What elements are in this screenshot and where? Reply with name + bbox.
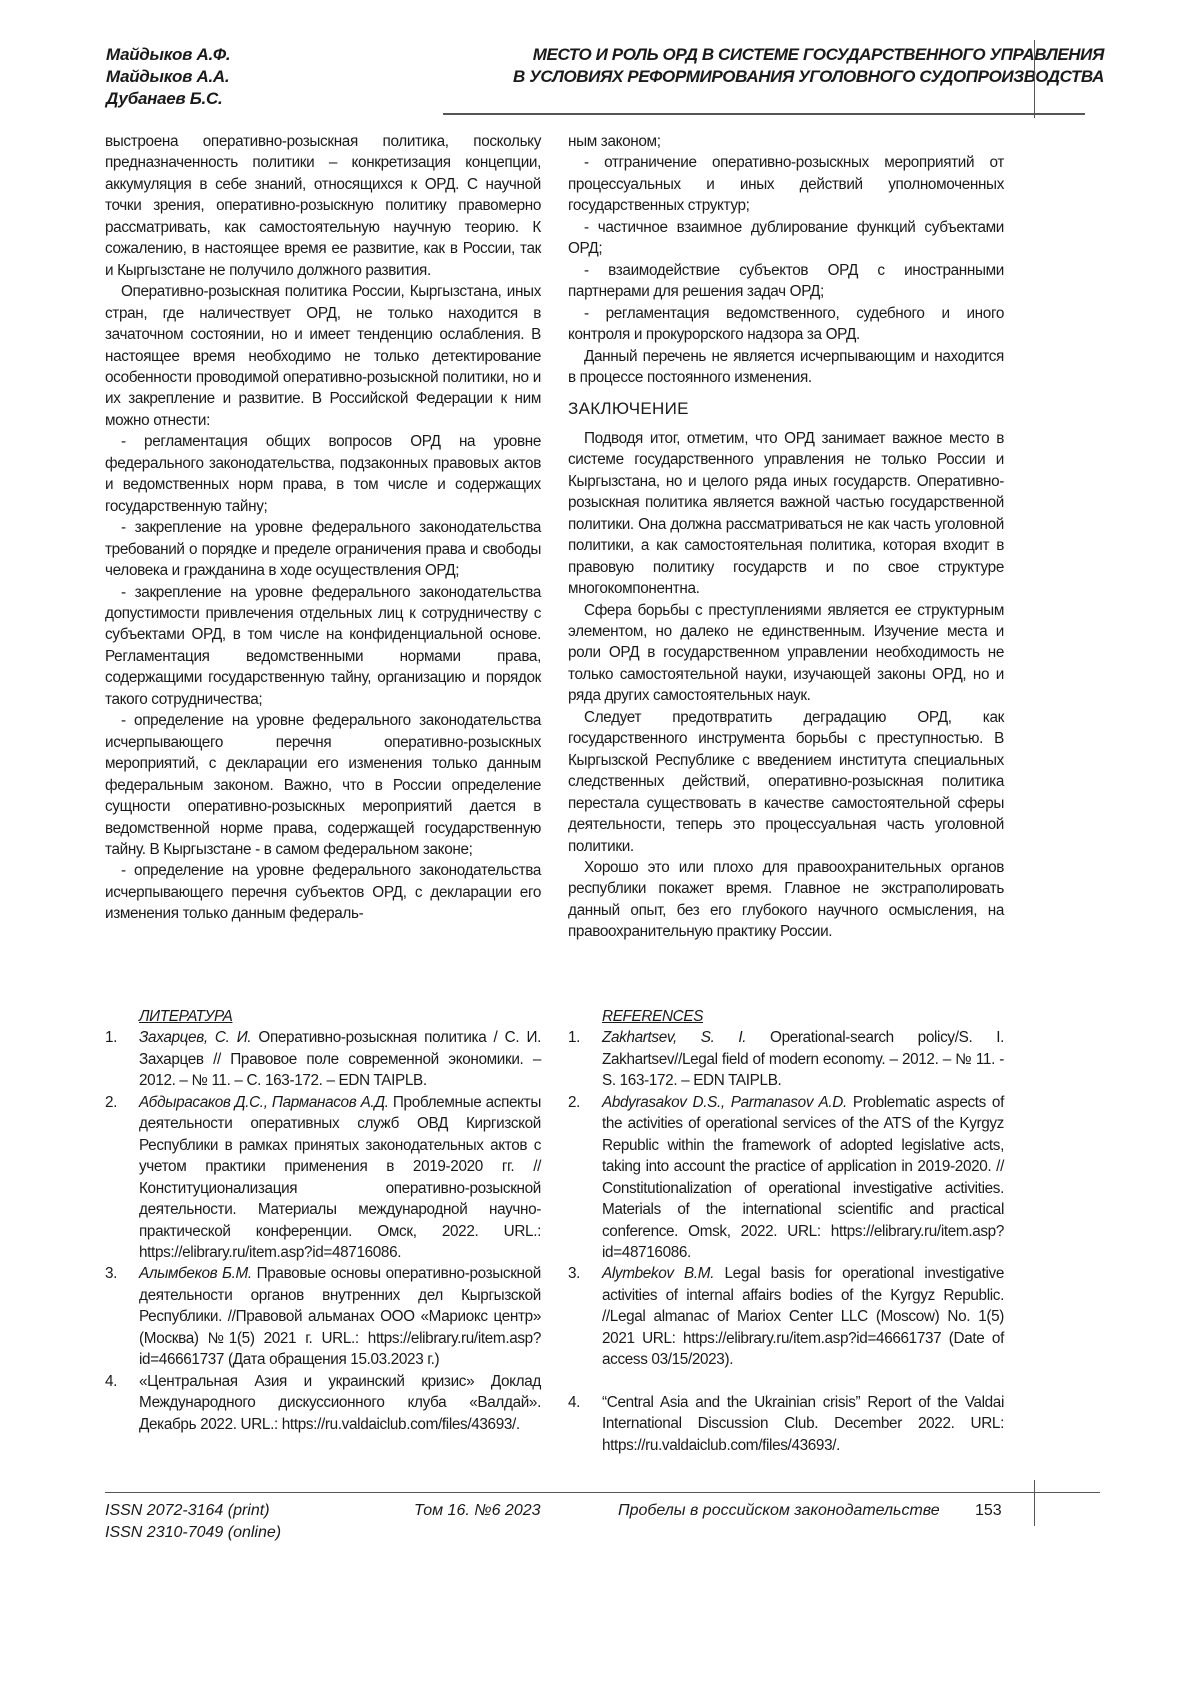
issn-print: ISSN 2072-3164 (print) [105, 1500, 281, 1522]
reference-item [568, 1027, 1004, 1091]
reference-item [568, 1263, 1004, 1370]
author: Майдыков А.А. [106, 66, 230, 88]
author: Дубанаев Б.С. [106, 88, 230, 110]
reference-text [602, 1092, 1004, 1264]
reference-item [105, 1027, 541, 1091]
list-item: - частичное взаимное дублирование функций субъектами ОРД; [568, 217, 1004, 260]
title-line: МЕСТО И РОЛЬ ОРД В СИСТЕМЕ ГОСУДАРСТВЕННОГО УПРАВЛЕНИЯ [513, 44, 1104, 66]
reference-text [602, 1027, 1004, 1091]
reference-item [105, 1371, 541, 1435]
reference-text [139, 1263, 541, 1370]
header-vertical-divider [1034, 40, 1035, 118]
list-item: - закрепление на уровне федерального законодательства требований о порядке и пределе ограничения права и свободы человека и гражданина в ходе осуществления ОРД; [105, 517, 541, 581]
paragraph: Хорошо это или плохо для правоохранительных органов республики покажет время. Главное не экстраполировать данный опыт, без его глубокого научного осмысления, на правоохранительную практику России. [568, 857, 1004, 943]
paragraph: Оперативно-розыскная политика России, Кыргызстана, иных стран, где наличествует ОРД, не только находится в зачаточном состоянии, но и имеет тенденцию ослабления. В настоящее время необходимо не только детектирование особенности проводимой оперативно-розыскной политики, но и их закрепление и развитие. В Российской Федерации к ним можно отнести: [105, 281, 541, 431]
paragraph: Подводя итог, отметим, что ОРД занимает важное место в системе государственного управления не только России и Кыргызстана, но и целого ряда иных государств. Оперативно-розыскная политика является важной частью государственной политики. Она должна рассматриваться не как часть уголовной политики, а как самостоятельная политика, которая входит в правовую политику государств и по свое структуре многокомпонентна. [568, 428, 1004, 600]
issn [105, 1500, 281, 1544]
list-item: - определение на уровне федерального законодательства исчерпывающего перечня субъектов ОРД, с декларации его изменения только данным федераль- [105, 860, 541, 924]
reference-author: Abdyrasakov D.S., Parmanasov A.D. [602, 1094, 847, 1111]
reference-item [568, 1092, 1004, 1264]
list-item: - регламентация общих вопросов ОРД на уровне федерального законодательства, подзаконных правовых актов и ведомственных норм права, в том числе и содержащих государственную тайну; [105, 431, 541, 517]
reference-item [568, 1392, 1004, 1456]
reference-body: «Центральная Азия и украинский кризис» Доклад Международного дискуссионного клуба «Валдай». Декабрь 2022. URL.: https://ru.valdaiclub.com/files/43693/. [139, 1373, 541, 1433]
list-item: - регламентация ведомственного, судебного и иного контроля и прокурорского надзора за ОРД. [568, 303, 1004, 346]
reference-author: Захарцев, С. И. [139, 1029, 251, 1046]
reference-number: 1. [568, 1027, 602, 1091]
reference-body: “Central Asia and the Ukrainian crisis” Report of the Valdai International Discussion Club. December 2022. URL: https://ru.valdaiclub.com/files/43693/. [602, 1394, 1004, 1454]
page-number: 153 [975, 1500, 1002, 1522]
paragraph: Данный перечень не является исчерпывающим и находится в процессе постоянного изменения. [568, 346, 1004, 389]
reference-number: 3. [568, 1263, 602, 1370]
reference-body: Operational-search policy/S. I. Zakhartsev//Legal field of modern economy. – 2012. – № 11. - S. 163-172. – EDN TAIPLB. [602, 1029, 1004, 1089]
reference-number: 2. [105, 1092, 139, 1264]
header-divider [443, 113, 1085, 115]
reference-item [105, 1263, 541, 1370]
references-heading: REFERENCES [602, 1006, 1004, 1027]
authors [106, 44, 230, 110]
list-item: - взаимодействие субъектов ОРД с иностранными партнерами для решения задач ОРД; [568, 260, 1004, 303]
issn-online: ISSN 2310-7049 (online) [105, 1522, 281, 1544]
reference-author: Абдырасаков Д.С., Парманасов А.Д. [139, 1094, 389, 1111]
right-column [568, 131, 1004, 943]
reference-body: Правовые основы оперативно-розыскной деятельности органов внутренних дел Кыргызской Республики. //Правовой альманах ООО «Мариокс центр» (Москва) №1(5) 2021 г. URL.: https://elibrary.ru/item.asp?id=46661737 (Дата обращения 15.03.2023 г.) [139, 1265, 541, 1368]
reference-author: Алымбеков Б.М. [139, 1265, 252, 1282]
reference-author: Zakhartsev, S. I. [602, 1029, 746, 1046]
footer-divider [105, 1492, 1100, 1493]
reference-number: 2. [568, 1092, 602, 1264]
reference-item [105, 1092, 541, 1264]
left-column [105, 131, 541, 925]
reference-body: Problematic aspects of the activities of operational services of the ATS of the Kyrgyz Republic within the framework of adopted legislative acts, taking into account the practice of application in 2019-2020. // Constitutionalization of operational investigative activities. Materials of the international scientific and practical conference. Omsk, 2022. URL: https://elibrary.ru/item.asp?id=48716086. [602, 1094, 1004, 1261]
running-title [513, 44, 1104, 88]
list-item: - закрепление на уровне федерального законодательства допустимости привлечения отдельных лиц к сотрудничеству с субъектами ОРД, в том числе на конфиденциальной основе. Регламентация ведомственными нормами права, содержащими государственную тайну, организацию и порядок такого сотрудничества; [105, 582, 541, 711]
reference-body: Оперативно-розыскная политика / С. И. Захарцев // Правовое поле современной экономики. – 2012. – № 11. – С. 163-172. – EDN TAIPLB. [139, 1029, 541, 1089]
section-heading: ЗАКЛЮЧЕНИЕ [568, 398, 1004, 419]
paragraph: ным законом; [568, 131, 1004, 152]
reference-body: Legal basis for operational investigative activities of internal affairs bodies of the Kyrgyz Republic. //Legal almanac of Mariox Center LLC (Moscow) No. 1(5) 2021 URL: https://elibrary.ru/item.asp?id=46661737 (Date of access 03/15/2023). [602, 1265, 1004, 1368]
volume: Том 16. №6 2023 [414, 1500, 541, 1522]
reference-body: Проблемные аспекты деятельности оперативных служб ОВД Киргизской Республики в рамках принятых законодательных актов с учетом практики применения в 2019-2020 гг. // Конституционализация оперативно-розыскной деятельности. Материалы международной научно-практической конференции. Омск, 2022. URL.: https://elibrary.ru/item.asp?id=48716086. [139, 1094, 541, 1261]
reference-text [602, 1263, 1004, 1370]
reference-number: 4. [105, 1371, 139, 1435]
reference-text [602, 1392, 1004, 1456]
reference-text [139, 1371, 541, 1435]
list-item: - определение на уровне федерального законодательства исчерпывающего перечня оперативно-розыскных мероприятий, с декларации его изменения только данным федеральным законом. Важно, что в России определение сущности оперативно-розыскных мероприятий дается в ведомственной норме права, содержащей государственную тайну. В Кыргызстане - в самом федеральном законе; [105, 710, 541, 860]
reference-number: 3. [105, 1263, 139, 1370]
paragraph: Следует предотвратить деградацию ОРД, как государственного инструмента борьбы с преступностью. В Кыргызской Республике с введением института специальных следственных действий, оперативно-розыскная политика перестала существовать в качестве самостоятельной сферы деятельности, теперь это процессуальная часть уголовной политики. [568, 707, 1004, 857]
references-ru [105, 1006, 541, 1435]
reference-number: 1. [105, 1027, 139, 1091]
footer-vertical-divider [1034, 1480, 1035, 1526]
paragraph: Сфера борьбы с преступлениями является ее структурным элементом, но далеко не единственным. Изучение места и роли ОРД в государственном управлении необходимость не только самостоятельной науки, изучающей законы ОРД, но и ряда других самостоятельных наук. [568, 600, 1004, 707]
reference-text [139, 1092, 541, 1264]
paragraph: выстроена оперативно-розыскная политика, поскольку предназначенность политики – конкретизация концепции, аккумуляция в себе знаний, относящихся к ОРД. С научной точки зрения, оперативно-розыскную политику правомерно рассматривать, как самостоятельную научную теорию. К сожалению, в настоящее время ее развитие, как в России, так и Кыргызстане не получило должного развития. [105, 131, 541, 281]
journal-name: Пробелы в российском законодательстве [618, 1500, 940, 1522]
reference-author: Alymbekov B.M. [602, 1265, 714, 1282]
list-item: - отграничение оперативно-розыскных мероприятий от процессуальных и иных действий уполномоченных государственных структур; [568, 152, 1004, 216]
document-page [0, 0, 1200, 1697]
reference-number: 4. [568, 1392, 602, 1456]
references-en [568, 1006, 1004, 1456]
author: Майдыков А.Ф. [106, 44, 230, 66]
reference-text [139, 1027, 541, 1091]
title-line: В УСЛОВИЯХ РЕФОРМИРОВАНИЯ УГОЛОВНОГО СУДОПРОИЗВОДСТВА [513, 66, 1104, 88]
references-heading: ЛИТЕРАТУРА [139, 1006, 541, 1027]
